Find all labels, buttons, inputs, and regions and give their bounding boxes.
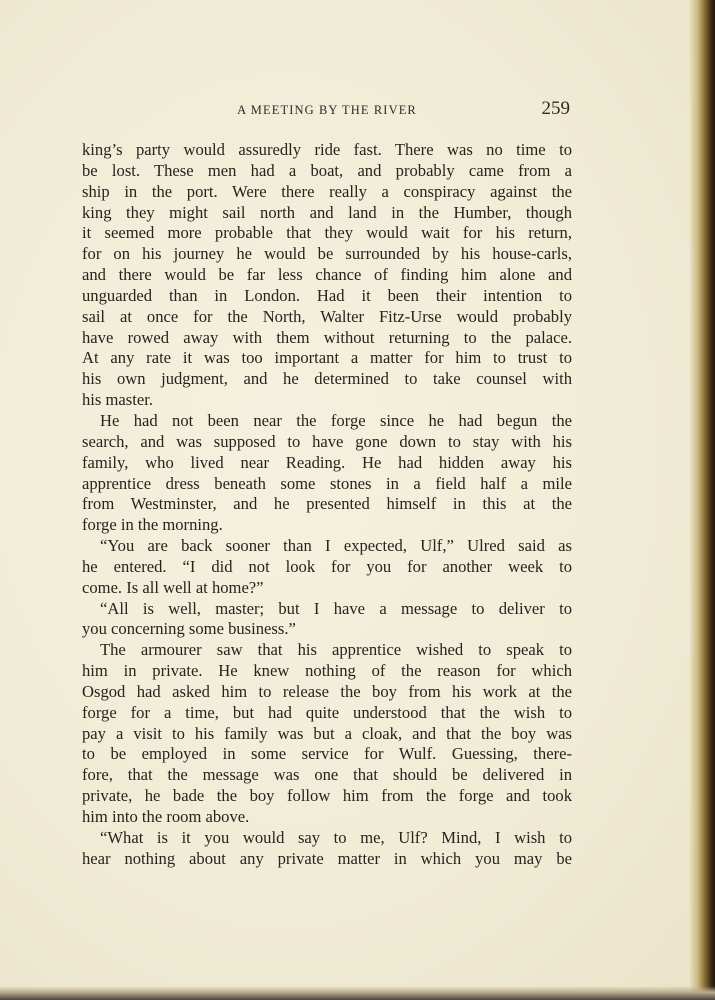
text-line: “You are back sooner than I expected, Ulf,” Ulred said as <box>100 536 572 556</box>
text-line: search, and was supposed to have gone down to stay with his <box>82 431 572 451</box>
book-spine-shadow <box>689 0 715 1000</box>
text-line: he entered. “I did not look for you for another week to <box>82 556 572 576</box>
body-text <box>82 140 572 870</box>
text-line: ship in the port. Were there really a conspiracy against the <box>82 181 572 201</box>
text-line: king’s party would assuredly ride fast. There was no time to <box>82 140 572 159</box>
page-bottom-edge <box>0 986 715 1000</box>
text-line: him in private. He knew nothing of the reason for which <box>82 661 572 681</box>
text-line: from Westminster, and he presented himself in this at the <box>82 494 572 514</box>
text-line: come. Is all well at home?” <box>82 577 264 597</box>
text-line: king they might sail north and land in the Humber, though <box>82 202 572 222</box>
text-line: be lost. These men had a boat, and probably came from a <box>82 160 572 180</box>
text-line: “What is it you would say to me, Ulf? Mind, I wish to <box>100 827 572 847</box>
page-number: 259 <box>541 98 570 119</box>
text-line: private, he bade the boy follow him from the forge and took <box>82 786 572 806</box>
text-line: The armourer saw that his apprentice wished to speak to <box>100 640 572 660</box>
text-line: Osgod had asked him to release the boy from his work at the <box>82 681 572 701</box>
page-header <box>82 100 572 122</box>
text-line: him into the room above. <box>82 807 250 826</box>
text-line: and there would be far less chance of finding him alone and <box>82 265 572 285</box>
running-head: A MEETING BY THE RIVER <box>237 103 417 117</box>
text-line: fore, that the message was one that should be delivered in <box>82 765 572 785</box>
text-line: to be employed in some service for Wulf. Guessing, there- <box>82 744 572 764</box>
text-line: you concerning some business.” <box>82 619 296 639</box>
text-line: his master. <box>82 390 153 410</box>
text-line: family, who lived near Reading. He had hidden away his <box>82 452 572 472</box>
text-line: At any rate it was too important a matter for him to trust to <box>82 348 572 368</box>
text-line: his own judgment, and he determined to take counsel with <box>82 369 572 389</box>
text-line: it seemed more probable that they would wait for his return, <box>82 223 572 243</box>
text-line: for on his journey he would be surrounded by his house-carls, <box>82 244 572 264</box>
text-line: forge in the morning. <box>82 515 223 535</box>
text-line: unguarded than in London. Had it been their intention to <box>82 285 572 305</box>
text-line: “All is well, master; but I have a message to deliver to <box>100 598 572 618</box>
text-line: hear nothing about any private matter in which you may be <box>82 848 572 868</box>
text-line: apprentice dress beneath some stones in a field half a mile <box>82 473 572 493</box>
text-line: forge for a time, but had quite understood that the wish to <box>82 702 572 722</box>
text-line: pay a visit to his family was but a cloak, and that the boy was <box>82 723 572 743</box>
text-line: have rowed away with them without returning to the palace. <box>82 327 572 347</box>
text-line: He had not been near the forge since he had begun the <box>100 410 572 430</box>
text-line: sail at once for the North, Walter Fitz-Urse would probably <box>82 306 572 326</box>
